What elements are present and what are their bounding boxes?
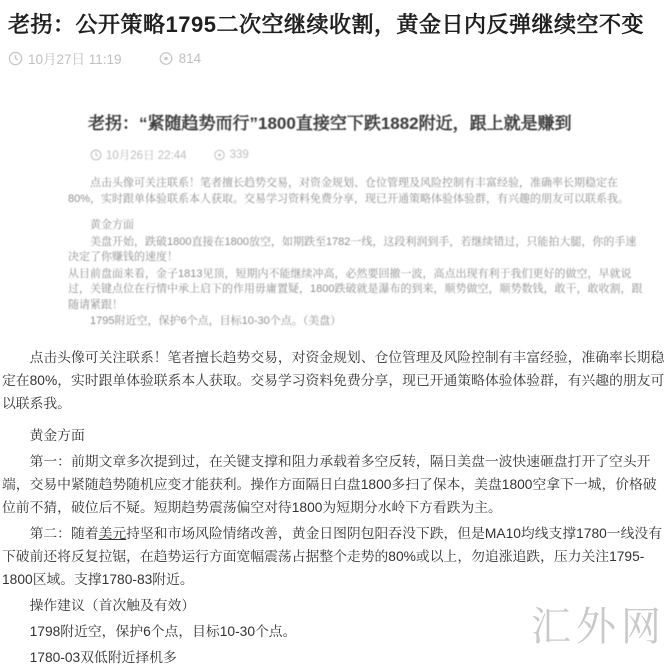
quoted-paragraph: 从目前盘面来看，金子1813见顶，短期内不能继续冲高，必然要回撤一波，高点出现有利于我们更好的做空，早就说过，关键点位在行情中承上启下的作用毋庸置疑，1800跌破就是瀑布的到来，顺势做空，顺势数钱，敢干，敢收割，跟随请紧跟！ [68,267,643,311]
paragraph-text: 持坚和市场风险情绪改善，黄金日图阴包阳吞没下跌，但是MA10均线支撑1780一线没有下破前还将反复拉锯，在趋势运行方面宽幅震荡占据整个走势的80%或以上，勿追涨追跌，压力关注1795-1800区域。支撑1780-83附近。 [2,525,662,587]
quoted-view-count: 339 [229,149,249,161]
article-meta [8,48,662,68]
quoted-paragraph: 美盘开始，跌破1800直接在1800放空，如期跌至1782一线，这段利润到手，若继续错过，只能拍大腿，你的手速决定了你赚钱的速度！ [68,235,637,263]
paragraph-text: 第二：随着 [29,525,99,541]
analysis-paragraph-2 [2,522,668,591]
advice-heading: 操作建议（首次触及有效） [29,597,196,613]
article-page [0,10,670,665]
clock-icon [8,51,23,66]
intro-paragraph: 点击头像可关注联系！笔者擅长趋势交易，对资金规划、仓位管理及风险控制有丰富经验，准确率长期稳定在80%，实时跟单体验联系本人获取。交易学习资料免费分享，现已开通策略体验体验群，有兴趣的朋友可以联系我。 [2,349,665,411]
quoted-strategy-line: 1795附近空，保护6个点，目标10-30个点。（美盘） [90,315,342,327]
section-heading: 黄金方面 [29,427,85,443]
eye-icon [213,149,226,161]
views-group [158,51,202,66]
quoted-article-meta [62,147,654,163]
clock-icon [90,149,102,161]
quoted-paragraph: 点击头像可关注联系！笔者擅长趋势交易，对资金规划、仓位管理及风险控制有丰富经验，准确率长期稳定在80%，实时跟单体验联系本人获取。交易学习资料免费分享，现已开通策略体验体验群，有兴趣的朋友可以联系我。 [68,177,630,205]
site-watermark: 汇外网 [531,604,666,649]
quoted-article-screenshot[interactable] [62,110,654,330]
quoted-section-heading: 黄金方面 [90,219,134,231]
view-count: 814 [178,50,202,66]
quoted-article-body [62,176,654,330]
analysis-paragraph-1: 第一：前期文章多次提到过，在关键支撑和阻力承载着多空反转，隔日美盘一波快速砸盘打开了空头开端，交易中紧随趋势随机应变才能获利。操作方面隔日白盘1800多扫了保本，美盘1800空拿下一城，价格破位前不猜，破位后不疑。短期趋势震荡偏空对待1800为短期分水岭下方看跌为主。 [2,453,657,515]
quoted-article-title: 老拐：“紧随趋势而行”1800直接空下跌1882附近，跟上就是赚到 [88,114,572,133]
page-title: 老拐：公开策略1795二次空继续收割，黄金日内反弹继续空不变 [8,12,644,37]
quoted-views-group [213,149,249,161]
quoted-publish-date: 10月26日 22:44 [106,150,187,162]
advice-line-short: 1798附近空，保护6个点，目标10-30个点。 [29,623,297,639]
usd-keyword-link[interactable]: 美元 [98,525,127,541]
publish-date: 10月27日 11:19 [28,52,122,67]
advice-line-long: 1780-03双低附近择机多 [29,649,177,665]
eye-icon [158,51,174,66]
